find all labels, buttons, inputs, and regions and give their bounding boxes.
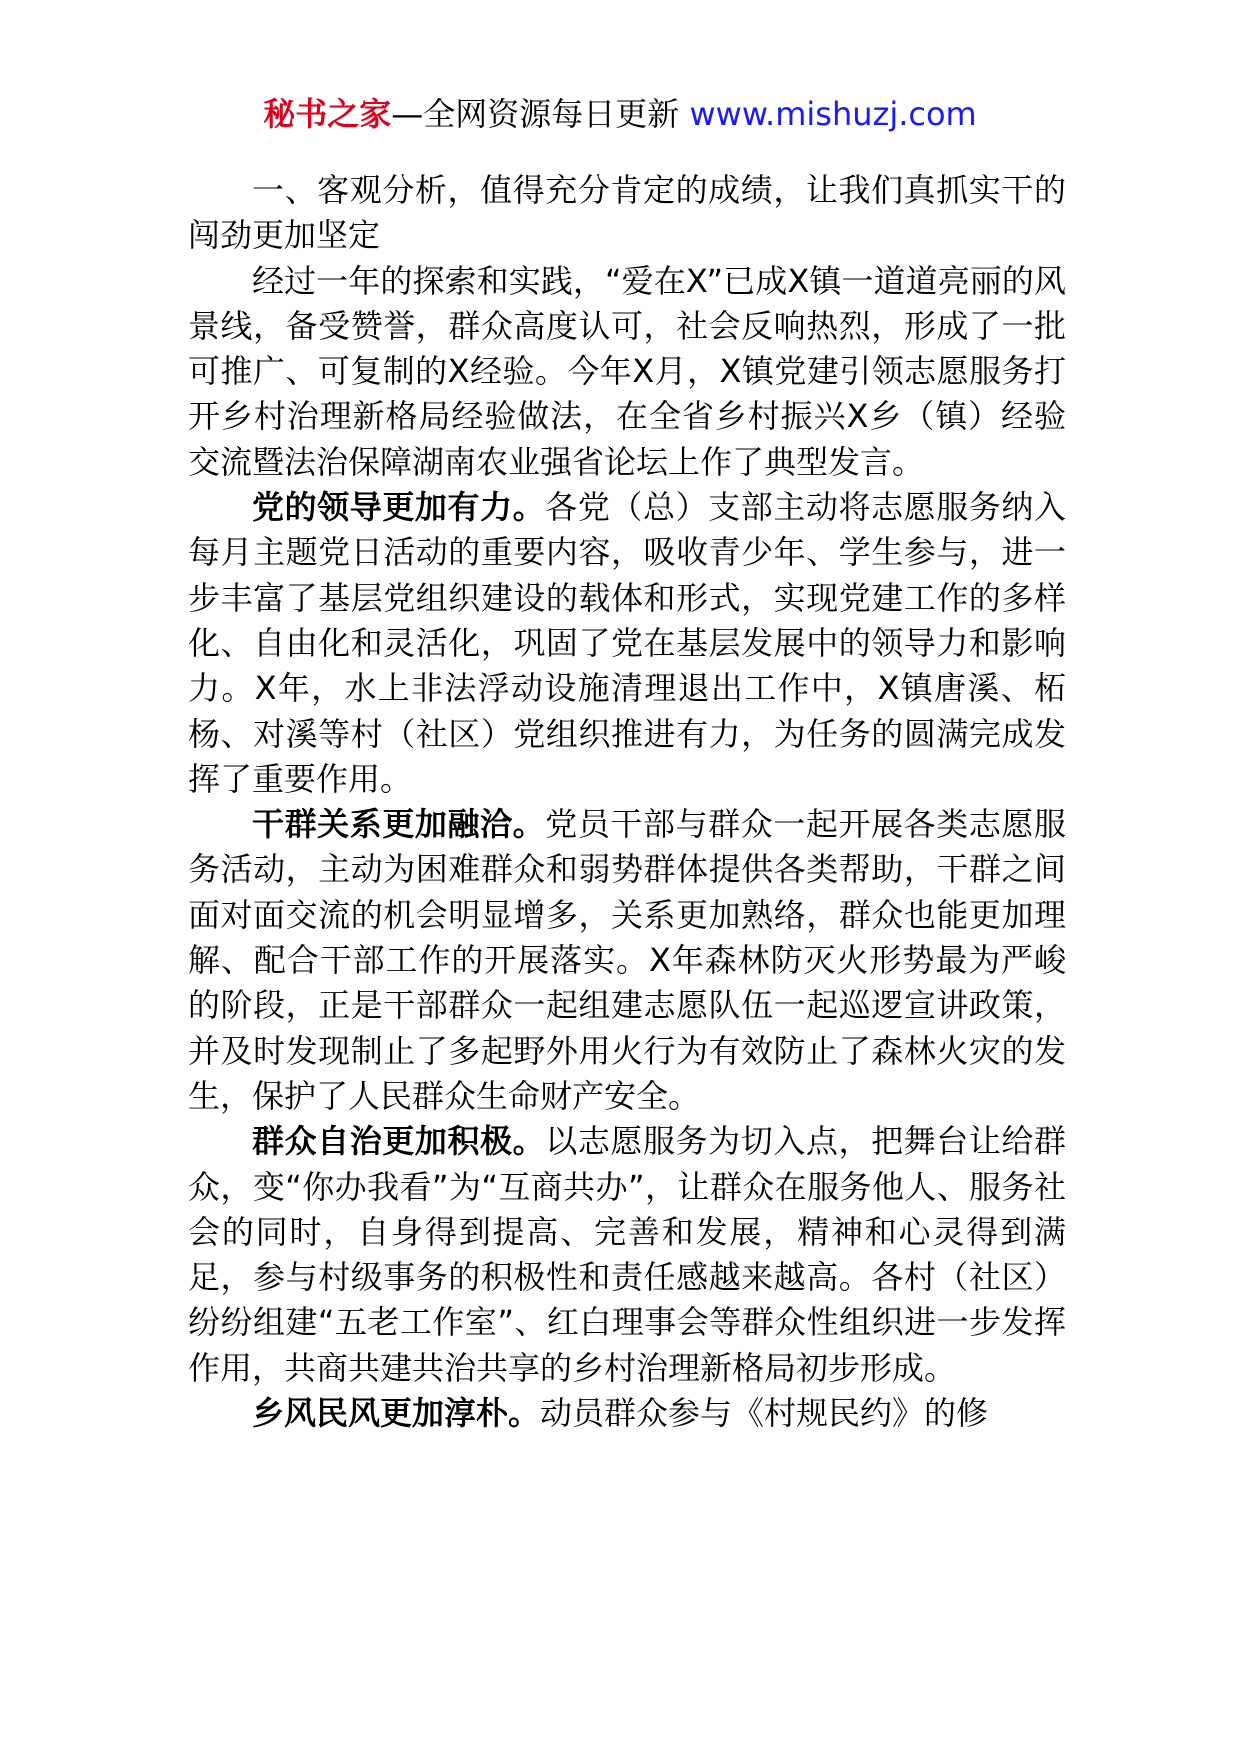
paragraph-text: 各党（总）支部主动将志愿服务纳入每月主题党日活动的重要内容，吸收青少年、学生参与，进一步丰富了基层党组织建设的载体和形式，实现党建工作的多样化、自由化和灵活化，巩固了党在基层发展中的领导力和影响力。X年，水上非法浮动设施清理退出工作中，X镇唐溪、柘杨、对溪等村（社区）党组织推进有力，为任务的圆满完成发挥了重要作用。 [188, 488, 1066, 798]
paragraph-lead: 乡风民风更加淳朴。 [252, 1394, 541, 1433]
paragraph-text: 经过一年的探索和实践，“爱在X”已成X镇一道道亮丽的风景线，备受赞誉，群众高度认可，社会反响热烈，形成了一批可推广、可复制的X经验。今年X月，X镇党建引领志愿服务打开乡村治理新格局经验做法，在全省乡村振兴X乡（镇）经验交流暨法治保障湖南农业强省论坛上作了典型发言。 [188, 261, 1066, 481]
site-brand: 秘书之家 [263, 95, 392, 133]
paragraph-text: 党员干部与群众一起开展各类志愿服务活动，主动为困难群众和弱势群体提供各类帮助，干群之间面对面交流的机会明显增多，关系更加熟络，群众也能更加理解、配合干部工作的开展落实。X年森林防灭火形势最为严峻的阶段，正是干部群众一起组建志愿队伍一起巡逻宣讲政策，并及时发现制止了多起野外用火行为有效防止了森林火灾的发生，保护了人民群众生命财产安全。 [188, 805, 1066, 1115]
site-header [0, 92, 1240, 136]
site-url-link[interactable]: www.mishuzj.com [689, 95, 977, 133]
paragraph-text: 动员群众参与《村规民约》的修 [540, 1394, 989, 1433]
paragraph-self-governance [188, 1119, 1066, 1391]
paragraph-rural-customs [188, 1391, 1066, 1436]
paragraph-intro [188, 259, 1066, 485]
paragraph-cadre-relations [188, 802, 1066, 1119]
document-body [188, 168, 1066, 1436]
paragraph-lead: 干群关系更加融洽。 [252, 805, 546, 844]
section-heading: 一、客观分析，值得充分肯定的成绩，让我们真抓实干的闯劲更加坚定 [188, 171, 1066, 255]
site-tagline: —全网资源每日更新 [391, 95, 690, 133]
paragraph-lead: 群众自治更加积极。 [252, 1122, 546, 1161]
paragraph-text: 以志愿服务为切入点，把舞台让给群众，变“你办我看”为“互商共办”，让群众在服务他人、服务社会的同时，自身得到提高、完善和发展，精神和心灵得到满足，参与村级事务的积极性和责任感越来越高。各村（社区）纷纷组建“五老工作室”、红白理事会等群众性组织进一步发挥作用，共商共建共治共享的乡村治理新格局初步形成。 [188, 1122, 1066, 1387]
paragraph-party-leadership [188, 485, 1066, 802]
paragraph-lead: 党的领导更加有力。 [252, 488, 546, 527]
